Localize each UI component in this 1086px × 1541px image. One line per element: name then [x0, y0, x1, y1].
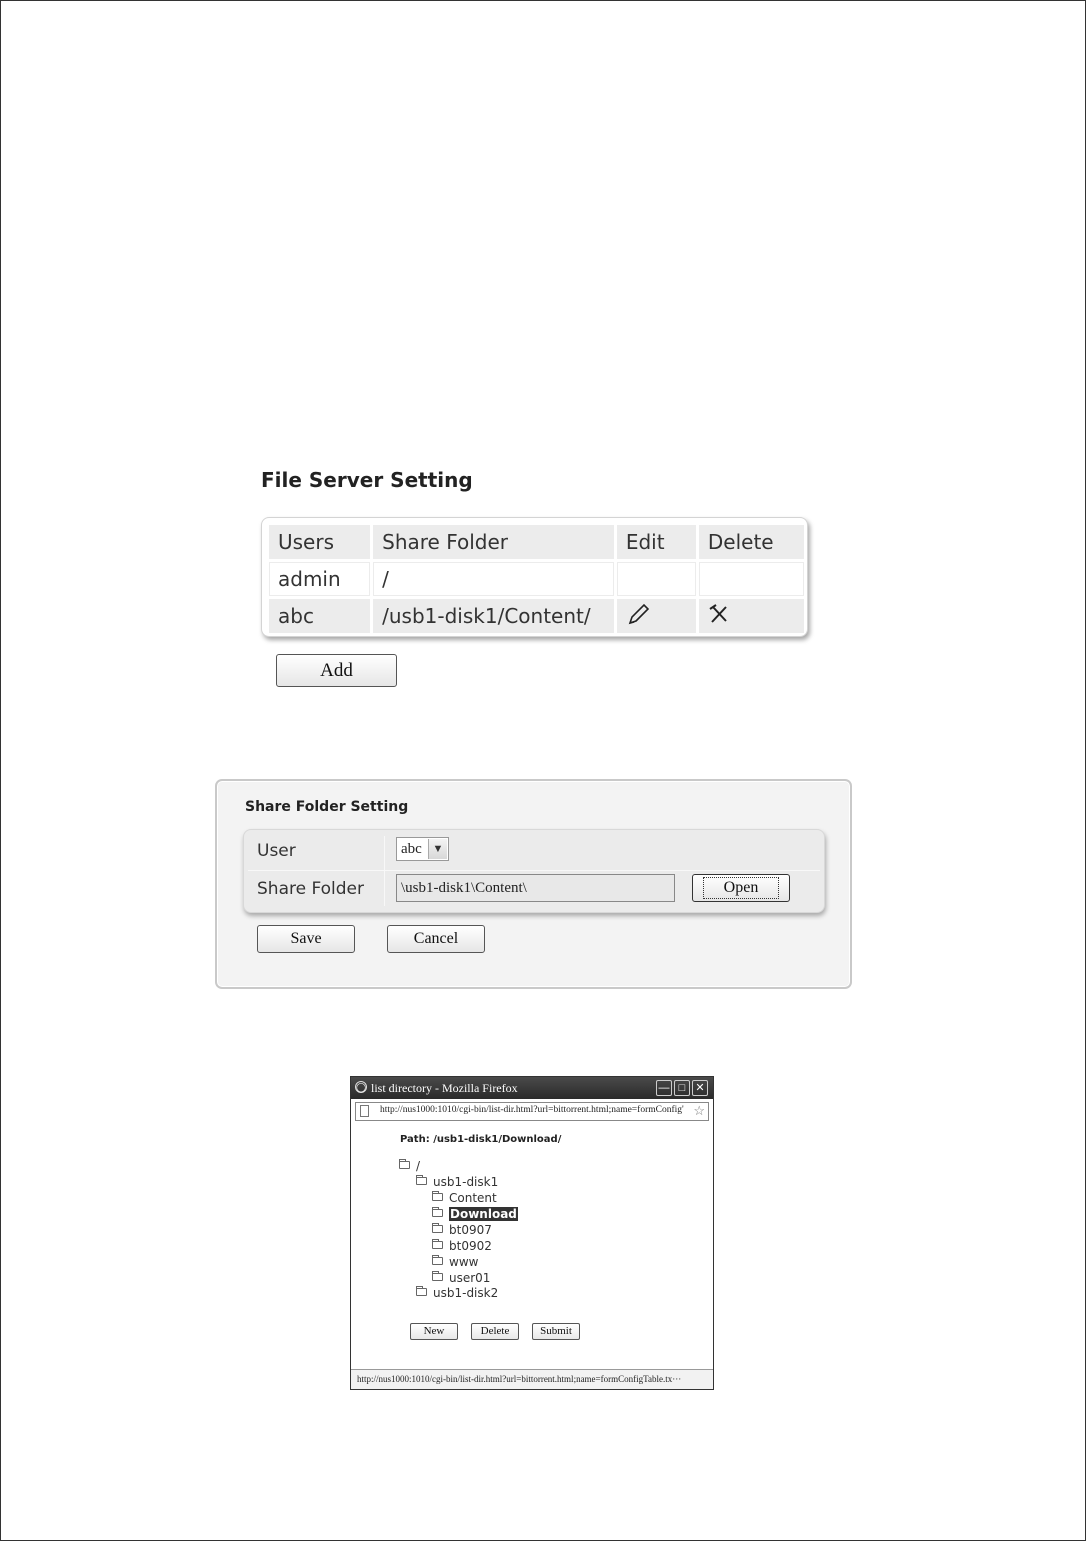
open-button-label: Open	[703, 877, 780, 899]
bookmark-star-icon[interactable]: ☆	[693, 1103, 705, 1118]
folder-open-icon	[416, 1177, 427, 1185]
user-select[interactable]	[396, 837, 449, 861]
submit-button[interactable]: Submit	[532, 1323, 580, 1340]
user-select-value: abc	[401, 841, 422, 857]
url-text: http://nus1000:1010/cgi-bin/list-dir.html?url=bittorrent.html;name=formConfig'	[380, 1105, 684, 1115]
chevron-down-icon[interactable]: ▼	[428, 839, 447, 859]
share-folder-label: Share Folder	[257, 879, 364, 899]
row-folder: /usb1-disk1/Content/	[373, 599, 614, 633]
folder-icon	[432, 1257, 443, 1265]
row-edit-cell	[617, 562, 696, 596]
share-folder-input[interactable]: \usb1-disk1\Content\	[396, 874, 675, 902]
folder-icon	[432, 1209, 443, 1217]
tree-item-label: /	[416, 1159, 421, 1173]
window-titlebar	[351, 1077, 713, 1099]
folder-icon	[432, 1273, 443, 1281]
folder-icon	[416, 1288, 427, 1296]
tree-item-user01[interactable]	[432, 1271, 490, 1286]
tree-item-label-selected: Download	[450, 1207, 517, 1221]
status-bar	[351, 1369, 713, 1389]
save-button[interactable]: Save	[257, 925, 355, 953]
row-user: admin	[269, 562, 370, 596]
new-button[interactable]: New	[410, 1323, 458, 1340]
url-bar[interactable]	[355, 1102, 709, 1121]
tree-item-download[interactable]	[432, 1207, 518, 1222]
row-delete-cell	[699, 562, 804, 596]
browser-popup-window	[350, 1076, 714, 1390]
folder-open-icon	[399, 1161, 410, 1169]
minimize-icon[interactable]: —	[656, 1080, 672, 1096]
page-icon	[360, 1105, 369, 1117]
pencil-icon[interactable]	[626, 603, 652, 625]
file-server-title: File Server Setting	[261, 468, 473, 492]
header-edit: Edit	[617, 525, 696, 559]
header-users: Users	[269, 525, 370, 559]
firefox-logo-icon: ◯	[356, 1082, 367, 1092]
cancel-button[interactable]: Cancel	[387, 925, 485, 953]
tree-item-www[interactable]	[432, 1255, 478, 1270]
delete-x-icon[interactable]	[708, 603, 732, 625]
file-server-table-panel	[261, 517, 808, 637]
tree-item-disk2[interactable]	[416, 1286, 498, 1301]
close-icon[interactable]: ✕	[692, 1080, 708, 1096]
tree-item-bt0907[interactable]	[432, 1223, 492, 1238]
share-folder-form	[243, 829, 825, 913]
maximize-icon[interactable]: □	[674, 1080, 690, 1096]
row-divider	[248, 870, 820, 871]
user-label: User	[257, 841, 296, 861]
row-delete-cell	[699, 599, 804, 633]
column-divider	[384, 836, 385, 906]
window-title: list directory - Mozilla Firefox	[371, 1081, 518, 1095]
tree-item-label: usb1-disk2	[433, 1286, 499, 1300]
tree-item-label: bt0902	[449, 1239, 492, 1253]
tree-item-root[interactable]	[399, 1159, 420, 1174]
current-path: Path: /usb1-disk1/Download/	[400, 1134, 562, 1145]
delete-button[interactable]: Delete	[471, 1323, 519, 1340]
header-delete: Delete	[699, 525, 804, 559]
tree-item-label: usb1-disk1	[433, 1175, 499, 1189]
status-text: http://nus1000:1010/cgi-bin/list-dir.html?url=bittorrent.html;name=formConfigTable.tx···	[357, 1374, 682, 1384]
open-button[interactable]	[692, 874, 790, 902]
tree-item-label: www	[449, 1255, 479, 1269]
header-share-folder: Share Folder	[373, 525, 614, 559]
row-edit-cell	[617, 599, 696, 633]
row-folder: /	[373, 562, 614, 596]
add-button[interactable]: Add	[276, 654, 397, 687]
folder-icon	[432, 1225, 443, 1233]
folder-icon	[432, 1241, 443, 1249]
folder-icon	[432, 1193, 443, 1201]
file-server-table	[266, 522, 807, 636]
table-row	[269, 562, 804, 596]
share-folder-panel	[215, 779, 852, 989]
row-user: abc	[269, 599, 370, 633]
tree-item-label: bt0907	[449, 1223, 492, 1237]
tree-item-label: user01	[449, 1271, 491, 1285]
share-folder-title: Share Folder Setting	[245, 799, 409, 815]
tree-item-content[interactable]	[432, 1191, 497, 1206]
tree-item-disk1[interactable]	[416, 1175, 498, 1190]
tree-item-bt0902[interactable]	[432, 1239, 492, 1254]
table-row	[269, 599, 804, 633]
tree-item-label: Content	[449, 1191, 497, 1205]
table-header-row	[269, 525, 804, 559]
